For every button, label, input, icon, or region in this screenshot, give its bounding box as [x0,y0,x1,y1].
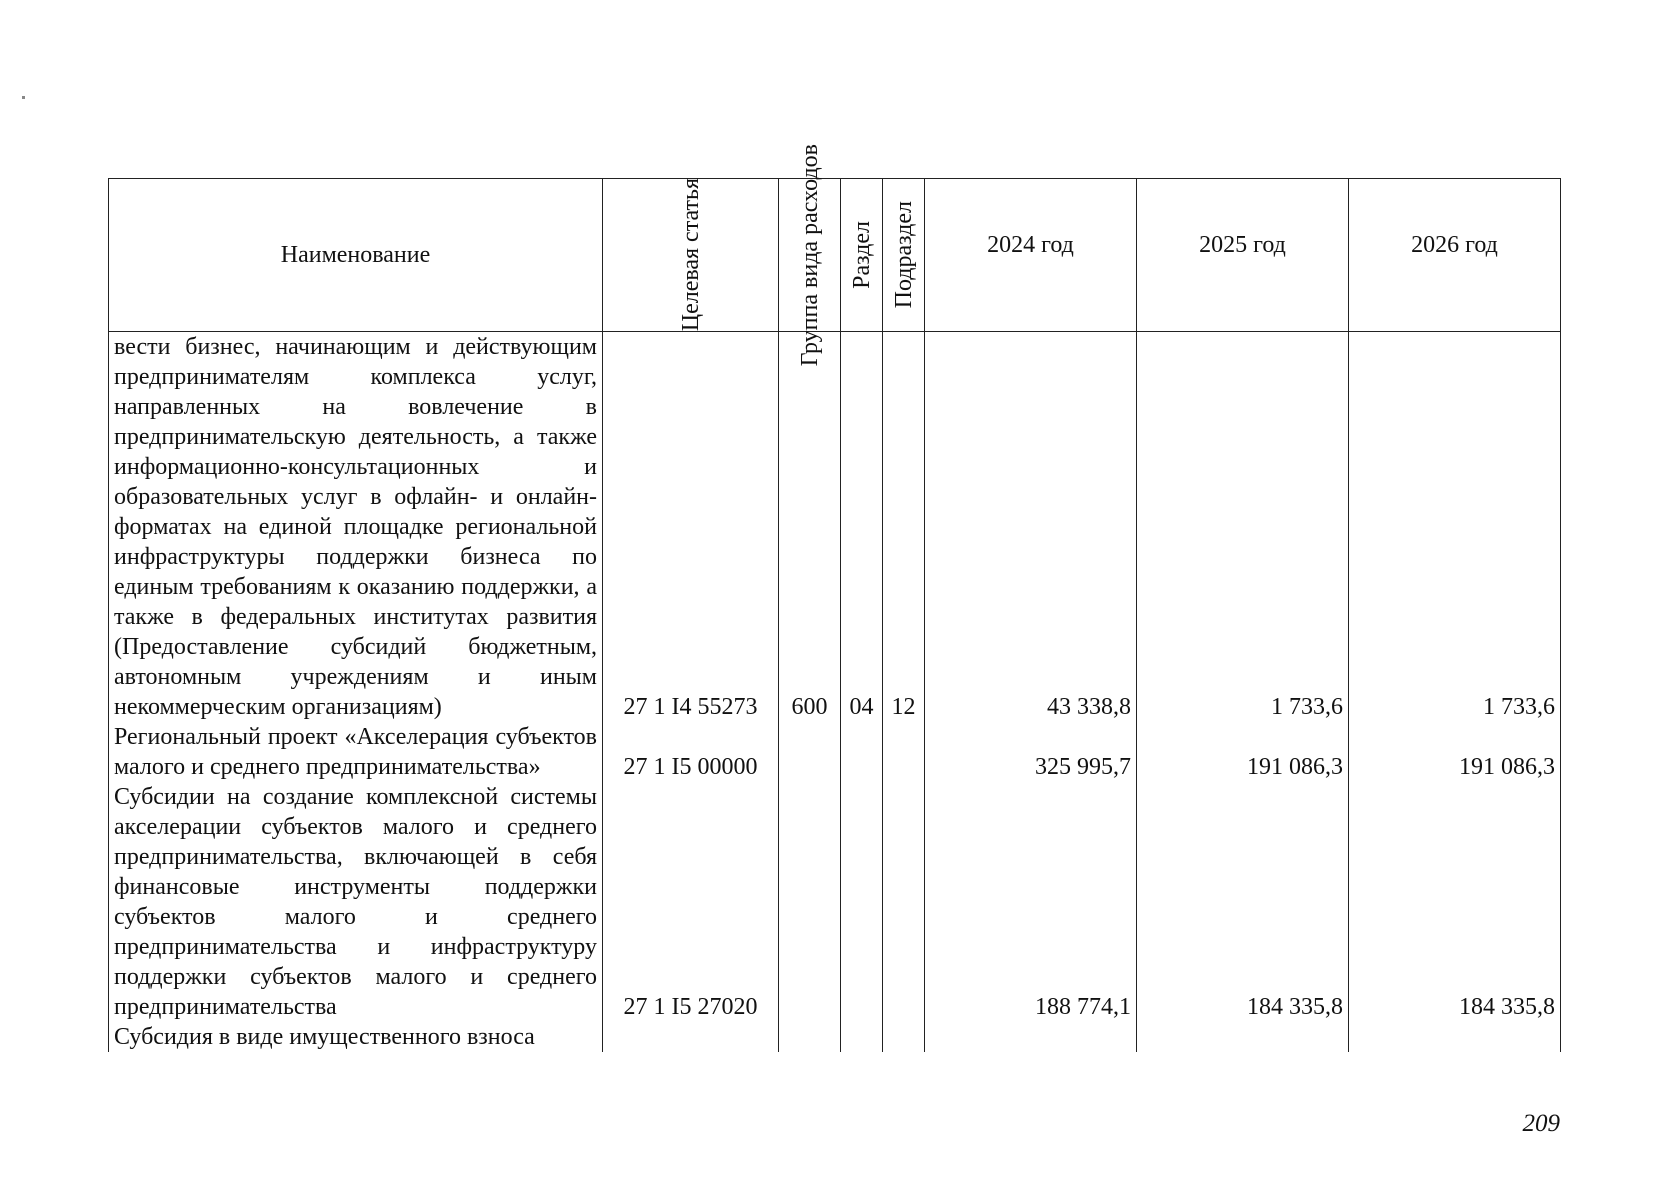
row-name: Субсидии на создание комплексной системы акселерации субъектов малого и среднего предпринимательства, включающей в себя финансовые инструменты поддержки субъектов малого и среднего предпринимательства и инфраструктуру поддержки субъектов малого и среднего предпринимательства [109,782,603,1022]
table-row [109,782,1561,1022]
row-amount-2024: 43 338,8 [925,332,1137,723]
row-amount-2026: 191 086,3 [1349,722,1561,782]
row-amount-2025: 191 086,3 [1137,722,1349,782]
row-amount-2026: 184 335,8 [1349,782,1561,1022]
header-expense-group: Группа вида расходов [779,179,841,332]
row-expense-group [779,1022,841,1052]
header-name: Наименование [109,179,603,332]
row-section [841,782,883,1022]
table-row [109,1022,1561,1052]
header-year-2025: 2025 год [1137,179,1349,332]
header-target-article: Целевая статья [603,179,779,332]
row-amount-2024: 325 995,7 [925,722,1137,782]
table-row [109,722,1561,782]
row-subsection [883,722,925,782]
row-target-article [603,1022,779,1052]
row-amount-2025 [1137,1022,1349,1052]
row-expense-group: 600 [779,332,841,723]
row-subsection [883,1022,925,1052]
row-target-article: 27 1 I5 27020 [603,782,779,1022]
scan-speck [22,96,25,99]
header-year-2024: 2024 год [925,179,1137,332]
row-target-article: 27 1 I5 00000 [603,722,779,782]
header-year-2026: 2026 год [1349,179,1561,332]
row-amount-2025: 184 335,8 [1137,782,1349,1022]
row-section [841,722,883,782]
header-subsection: Подраздел [883,179,925,332]
row-amount-2025: 1 733,6 [1137,332,1349,723]
row-expense-group [779,722,841,782]
table-header-row [109,179,1561,332]
row-amount-2026: 1 733,6 [1349,332,1561,723]
row-amount-2024 [925,1022,1137,1052]
header-section: Раздел [841,179,883,332]
row-section [841,1022,883,1052]
row-expense-group [779,782,841,1022]
table-row [109,332,1561,723]
row-subsection: 12 [883,332,925,723]
row-name: вести бизнес, начинающим и действующим предпринимателям комплекса услуг, направленных на вовлечение в предпринимательскую деятельность, а также информационно-консультационных и образовательных услуг в офлайн- и онлайн-форматах на единой площадке региональной инфраструктуры поддержки бизнеса по единым требованиям к оказанию поддержки, а также в федеральных институтах развития (Предоставление субсидий бюджетным, автономным учреждениям и иным некоммерческим организациям) [109,332,603,723]
budget-table [108,143,1561,1052]
page-number: 209 [1522,1110,1560,1137]
row-amount-2026 [1349,1022,1561,1052]
row-section: 04 [841,332,883,723]
row-subsection [883,782,925,1022]
row-amount-2024: 188 774,1 [925,782,1137,1022]
row-target-article: 27 1 I4 55273 [603,332,779,723]
row-name: Субсидия в виде имущественного взноса [109,1022,603,1052]
row-name: Региональный проект «Акселерация субъектов малого и среднего предпринимательства» [109,722,603,782]
